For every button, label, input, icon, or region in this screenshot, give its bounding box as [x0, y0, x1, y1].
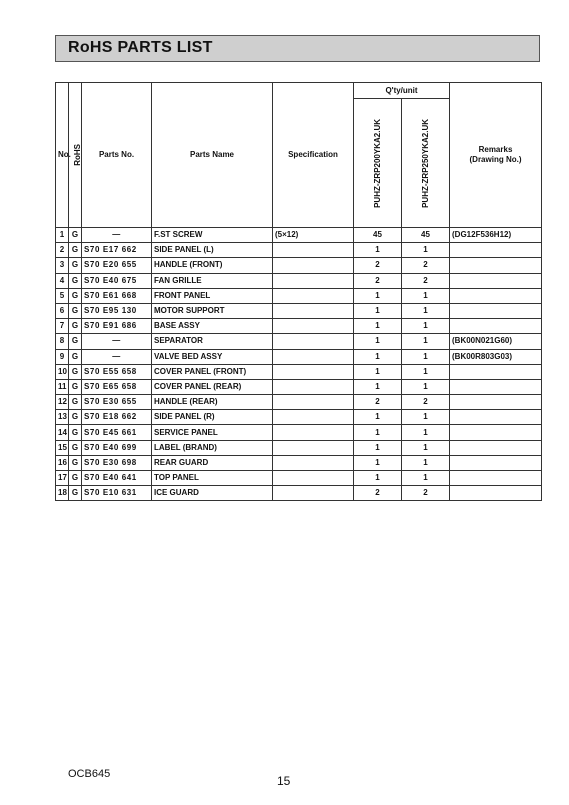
row-qty-model-2: 1	[402, 288, 450, 303]
row-parts-no: S70 E10 631	[82, 486, 152, 501]
row-remarks	[450, 486, 542, 501]
row-qty-model-2: 1	[402, 319, 450, 334]
row-no: 2	[56, 243, 69, 258]
row-rohs: G	[69, 425, 82, 440]
row-rohs: G	[69, 349, 82, 364]
row-qty-model-2: 1	[402, 455, 450, 470]
row-rohs: G	[69, 243, 82, 258]
row-specification	[273, 410, 354, 425]
row-no: 16	[56, 455, 69, 470]
row-qty-model-2: 1	[402, 364, 450, 379]
row-remarks	[450, 288, 542, 303]
row-remarks: (BK00R803G03)	[450, 349, 542, 364]
table-row	[56, 455, 542, 470]
row-remarks	[450, 273, 542, 288]
row-specification	[273, 349, 354, 364]
row-remarks	[450, 364, 542, 379]
row-no: 8	[56, 334, 69, 349]
table-row	[56, 273, 542, 288]
row-parts-no: S70 E20 655	[82, 258, 152, 273]
table-row	[56, 379, 542, 394]
header-rohs	[69, 83, 82, 228]
row-parts-name: REAR GUARD	[152, 455, 273, 470]
header-parts-name: Parts Name	[152, 83, 273, 228]
row-rohs: G	[69, 471, 82, 486]
row-qty-model-2: 1	[402, 410, 450, 425]
row-parts-no: —	[82, 334, 152, 349]
row-no: 14	[56, 425, 69, 440]
row-qty-model-2: 45	[402, 228, 450, 243]
row-qty-model-1: 1	[354, 349, 402, 364]
table-row	[56, 440, 542, 455]
table-row	[56, 364, 542, 379]
row-specification: (5×12)	[273, 228, 354, 243]
row-parts-no: S70 E17 662	[82, 243, 152, 258]
row-rohs: G	[69, 395, 82, 410]
row-parts-name: FRONT PANEL	[152, 288, 273, 303]
row-parts-name: SEPARATOR	[152, 334, 273, 349]
row-remarks	[450, 379, 542, 394]
row-rohs: G	[69, 228, 82, 243]
row-qty-model-1: 1	[354, 364, 402, 379]
row-qty-model-1: 1	[354, 288, 402, 303]
row-remarks	[450, 440, 542, 455]
parts-table	[55, 82, 542, 501]
row-parts-name: TOP PANEL	[152, 471, 273, 486]
row-rohs: G	[69, 258, 82, 273]
row-no: 11	[56, 379, 69, 394]
row-parts-name: HANDLE (REAR)	[152, 395, 273, 410]
row-qty-model-1: 2	[354, 486, 402, 501]
row-parts-no: —	[82, 228, 152, 243]
header-model-1-label: PUHZ-ZRP200YKA2.UK	[372, 118, 382, 208]
header-rohs-label: RoHS	[73, 144, 82, 166]
row-parts-no: S70 E61 668	[82, 288, 152, 303]
row-specification	[273, 258, 354, 273]
row-remarks	[450, 243, 542, 258]
row-specification	[273, 486, 354, 501]
row-qty-model-1: 1	[354, 379, 402, 394]
row-remarks	[450, 395, 542, 410]
row-remarks	[450, 258, 542, 273]
row-qty-model-2: 1	[402, 303, 450, 318]
row-rohs: G	[69, 410, 82, 425]
row-parts-no: S70 E30 698	[82, 455, 152, 470]
row-qty-model-2: 1	[402, 425, 450, 440]
table-row	[56, 410, 542, 425]
row-remarks: (BK00N021G60)	[450, 334, 542, 349]
title-bar	[55, 35, 540, 62]
row-no: 1	[56, 228, 69, 243]
header-remarks	[450, 83, 542, 228]
row-no: 18	[56, 486, 69, 501]
row-specification	[273, 471, 354, 486]
row-no: 17	[56, 471, 69, 486]
header-remarks-line1: Remarks	[478, 145, 513, 154]
row-parts-no: S70 E40 699	[82, 440, 152, 455]
row-qty-model-1: 1	[354, 410, 402, 425]
row-qty-model-1: 1	[354, 319, 402, 334]
row-parts-name: F.ST SCREW	[152, 228, 273, 243]
row-qty-model-2: 2	[402, 486, 450, 501]
row-specification	[273, 273, 354, 288]
row-qty-model-1: 1	[354, 243, 402, 258]
table-row	[56, 303, 542, 318]
row-specification	[273, 425, 354, 440]
table-row	[56, 471, 542, 486]
row-parts-no: S70 E95 130	[82, 303, 152, 318]
header-parts-no: Parts No.	[82, 83, 152, 228]
table-row	[56, 425, 542, 440]
row-rohs: G	[69, 455, 82, 470]
header-specification: Specification	[273, 83, 354, 228]
row-parts-name: ICE GUARD	[152, 486, 273, 501]
header-model-1	[354, 99, 402, 228]
row-parts-no: S70 E30 655	[82, 395, 152, 410]
row-remarks	[450, 425, 542, 440]
row-remarks	[450, 410, 542, 425]
row-parts-name: MOTOR SUPPORT	[152, 303, 273, 318]
row-rohs: G	[69, 364, 82, 379]
row-no: 6	[56, 303, 69, 318]
header-remarks-line2: (Drawing No.)	[469, 155, 522, 164]
row-rohs: G	[69, 288, 82, 303]
row-qty-model-1: 1	[354, 425, 402, 440]
row-no: 5	[56, 288, 69, 303]
row-parts-no: S70 E55 658	[82, 364, 152, 379]
row-specification	[273, 395, 354, 410]
header-model-2	[402, 99, 450, 228]
table-row	[56, 288, 542, 303]
row-qty-model-1: 2	[354, 273, 402, 288]
table-row	[56, 334, 542, 349]
row-qty-model-2: 2	[402, 395, 450, 410]
row-parts-name: VALVE BED ASSY	[152, 349, 273, 364]
header-qty-unit: Q'ty/unit	[354, 83, 450, 99]
row-qty-model-1: 1	[354, 303, 402, 318]
row-specification	[273, 243, 354, 258]
row-no: 9	[56, 349, 69, 364]
header-no: No.	[56, 83, 69, 228]
row-no: 15	[56, 440, 69, 455]
table-row	[56, 395, 542, 410]
row-qty-model-1: 1	[354, 455, 402, 470]
row-parts-name: LABEL (BRAND)	[152, 440, 273, 455]
row-qty-model-1: 2	[354, 258, 402, 273]
table-row	[56, 228, 542, 243]
row-rohs: G	[69, 273, 82, 288]
row-rohs: G	[69, 440, 82, 455]
row-parts-no: —	[82, 349, 152, 364]
row-specification	[273, 379, 354, 394]
row-rohs: G	[69, 334, 82, 349]
row-specification	[273, 440, 354, 455]
table-row	[56, 319, 542, 334]
row-qty-model-1: 1	[354, 334, 402, 349]
row-qty-model-2: 1	[402, 334, 450, 349]
table-row	[56, 349, 542, 364]
row-qty-model-1: 2	[354, 395, 402, 410]
row-no: 7	[56, 319, 69, 334]
page-number: 15	[277, 774, 291, 788]
row-no: 10	[56, 364, 69, 379]
row-no: 13	[56, 410, 69, 425]
row-rohs: G	[69, 319, 82, 334]
row-parts-no: S70 E65 658	[82, 379, 152, 394]
row-qty-model-2: 1	[402, 243, 450, 258]
row-specification	[273, 334, 354, 349]
row-parts-name: SERVICE PANEL	[152, 425, 273, 440]
row-specification	[273, 455, 354, 470]
row-remarks	[450, 319, 542, 334]
row-no: 4	[56, 273, 69, 288]
row-qty-model-1: 1	[354, 440, 402, 455]
table-row	[56, 486, 542, 501]
row-remarks	[450, 303, 542, 318]
row-no: 12	[56, 395, 69, 410]
row-parts-no: S70 E45 661	[82, 425, 152, 440]
row-specification	[273, 319, 354, 334]
row-specification	[273, 364, 354, 379]
row-parts-name: HANDLE (FRONT)	[152, 258, 273, 273]
row-parts-name: SIDE PANEL (L)	[152, 243, 273, 258]
row-parts-name: SIDE PANEL (R)	[152, 410, 273, 425]
row-parts-name: BASE ASSY	[152, 319, 273, 334]
table-row	[56, 243, 542, 258]
page-title: RoHS PARTS LIST	[68, 39, 213, 56]
row-qty-model-1: 45	[354, 228, 402, 243]
row-parts-no: S70 E40 641	[82, 471, 152, 486]
row-parts-name: COVER PANEL (FRONT)	[152, 364, 273, 379]
row-parts-no: S70 E18 662	[82, 410, 152, 425]
row-rohs: G	[69, 486, 82, 501]
row-parts-no: S70 E91 686	[82, 319, 152, 334]
row-specification	[273, 303, 354, 318]
row-qty-model-2: 1	[402, 379, 450, 394]
row-remarks	[450, 471, 542, 486]
table-row	[56, 258, 542, 273]
row-parts-name: FAN GRILLE	[152, 273, 273, 288]
row-no: 3	[56, 258, 69, 273]
row-qty-model-2: 1	[402, 349, 450, 364]
row-qty-model-2: 1	[402, 471, 450, 486]
row-specification	[273, 288, 354, 303]
header-model-2-label: PUHZ-ZRP250YKA2.UK	[420, 118, 430, 208]
row-qty-model-2: 2	[402, 273, 450, 288]
row-parts-no: S70 E40 675	[82, 273, 152, 288]
row-rohs: G	[69, 303, 82, 318]
row-qty-model-2: 1	[402, 440, 450, 455]
row-qty-model-2: 2	[402, 258, 450, 273]
row-remarks: (DG12F536H12)	[450, 228, 542, 243]
row-remarks	[450, 455, 542, 470]
row-qty-model-1: 1	[354, 471, 402, 486]
document-code: OCB645	[68, 768, 111, 780]
row-rohs: G	[69, 379, 82, 394]
row-parts-name: COVER PANEL (REAR)	[152, 379, 273, 394]
